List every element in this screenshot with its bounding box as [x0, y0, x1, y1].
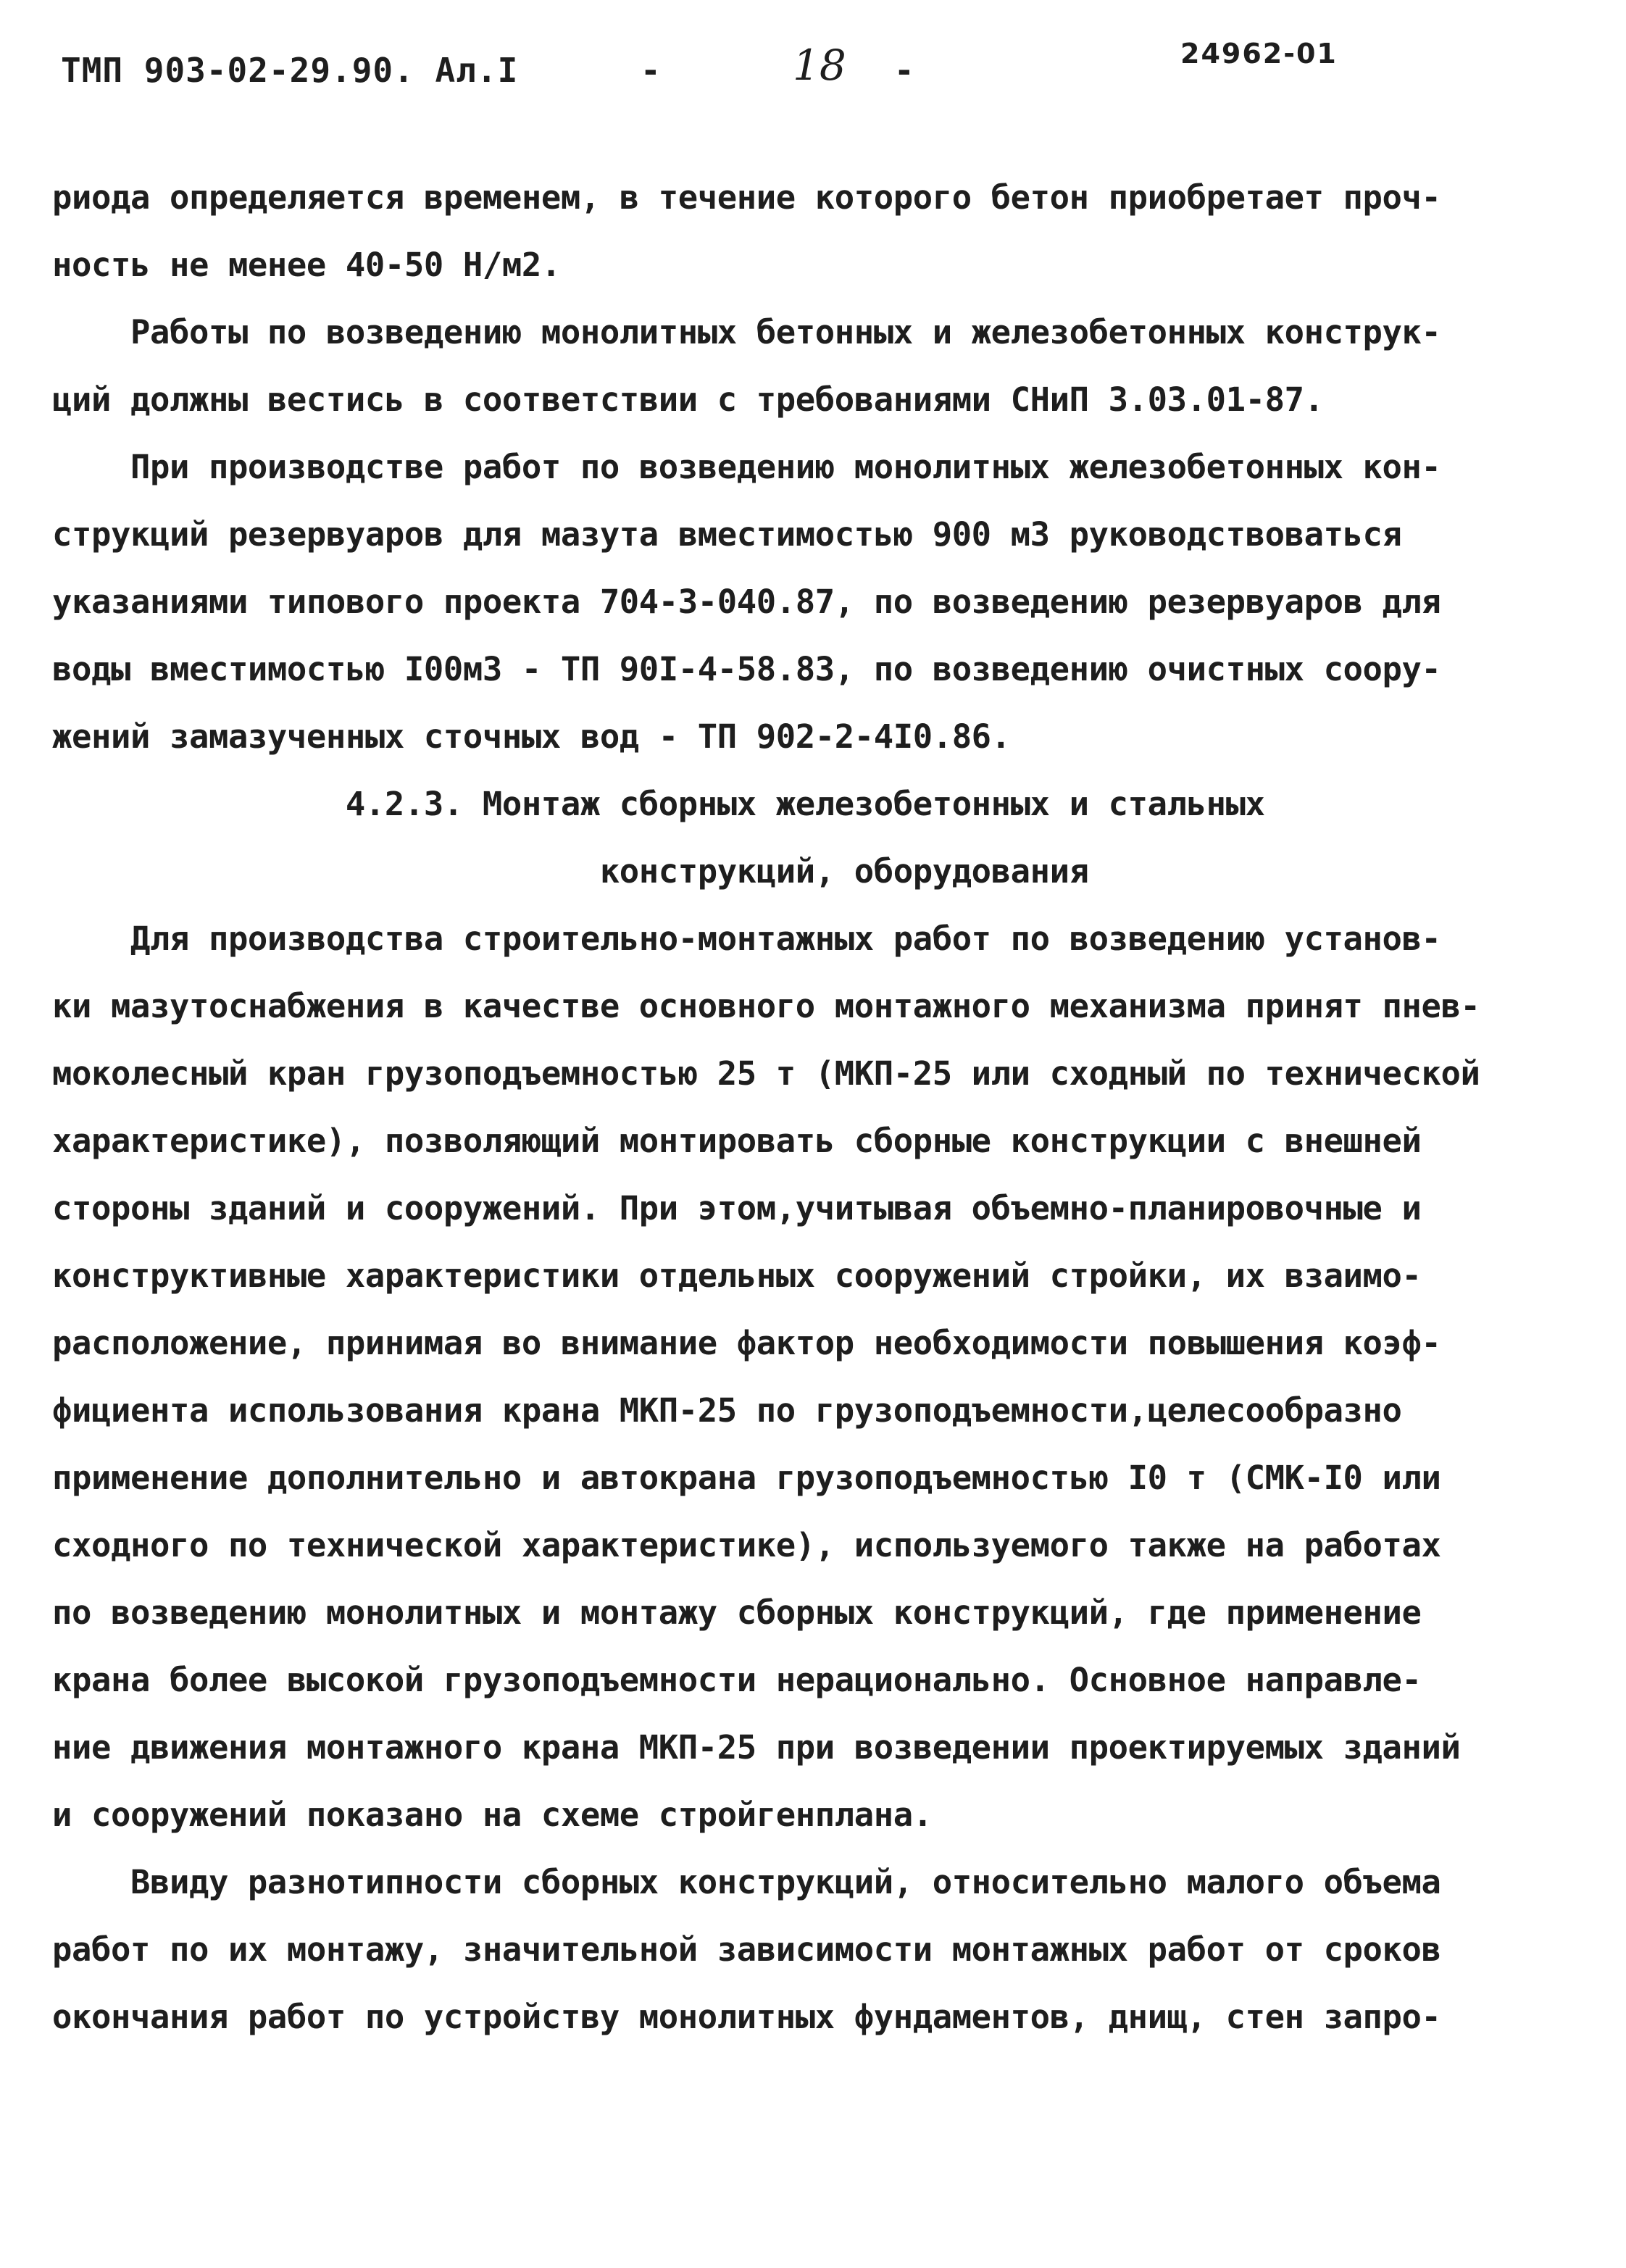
text-line: При производстве работ по возведению монолитных железобетонных кон-	[52, 448, 1441, 486]
page-number: 18	[793, 41, 846, 90]
text-line: риода определяется временем, в течение которого бетон приобретает проч-	[52, 178, 1441, 217]
paragraph-5	[52, 1848, 1574, 2051]
text-line: ки мазутоснабжения в качестве основного монтажного механизма принят пнев-	[52, 987, 1480, 1025]
archive-number: 24962-01	[1180, 38, 1338, 70]
heading-line: конструкций, оборудования	[52, 852, 1089, 891]
text-line: по возведению монолитных и монтажу сборных конструкций, где применение	[52, 1593, 1422, 1632]
text-line: указаниями типового проекта 704-3-040.87, по возведению резервуаров для	[52, 583, 1441, 621]
text-line: крана более высокой грузоподъемности нерационально. Основное направле-	[52, 1661, 1422, 1699]
page-number-dash-right: -	[894, 51, 914, 90]
page-number-dash-left: -	[641, 51, 661, 90]
text-line: жений замазученных сточных вод - ТП 902-2-4I0.86.	[52, 717, 1011, 756]
paragraph-1	[52, 164, 1574, 299]
text-line: окончания работ по устройству монолитных фундаментов, днищ, стен запро-	[52, 1998, 1441, 2036]
text-line: моколесный кран грузоподъемностью 25 т (МКП-25 или сходный по технической	[52, 1054, 1480, 1093]
paragraph-2	[52, 299, 1574, 433]
page-header	[61, 38, 1568, 96]
text-line: конструктивные характеристики отдельных сооружений стройки, их взаимо-	[52, 1256, 1422, 1295]
text-line: стороны зданий и сооружений. При этом,учитывая объемно-планировочные и	[52, 1189, 1422, 1227]
text-line: расположение, принимая во внимание фактор необходимости повышения коэф-	[52, 1324, 1441, 1362]
text-line: ние движения монтажного крана МКП-25 при возведении проектируемых зданий	[52, 1728, 1461, 1767]
text-line: струкций резервуаров для мазута вместимостью 900 м3 руководствоваться	[52, 515, 1402, 554]
paragraph-4	[52, 905, 1574, 1848]
text-line: воды вместимостью I00м3 - ТП 90I-4-58.83, по возведению очистных соору-	[52, 650, 1441, 688]
text-line: работ по их монтажу, значительной зависимости монтажных работ от сроков	[52, 1930, 1441, 1969]
document-body	[52, 164, 1574, 2051]
text-line: сходного по технической характеристике), используемого также на работах	[52, 1526, 1441, 1564]
paragraph-3	[52, 433, 1574, 770]
text-line: фициента использования крана МКП-25 по грузоподъемности,целесообразно	[52, 1391, 1402, 1430]
text-line: ность не менее 40-50 Н/м2.	[52, 246, 561, 284]
text-line: Ввиду разнотипности сборных конструкций, относительно малого объема	[52, 1863, 1441, 1901]
text-line: Для производства строительно-монтажных работ по возведению установ-	[52, 920, 1441, 958]
document-code: ТМП 903-02-29.90. Ал.I	[61, 51, 519, 90]
text-line: и сооружений показано на схеме стройгенплана.	[52, 1796, 933, 1834]
section-heading	[52, 770, 1574, 905]
text-line: характеристике), позволяющий монтировать сборные конструкции с внешней	[52, 1122, 1422, 1160]
text-line: применение дополнительно и автокрана грузоподъемностью I0 т (СМК-I0 или	[52, 1459, 1441, 1497]
heading-line: 4.2.3. Монтаж сборных железобетонных и стальных	[52, 785, 1265, 823]
text-line: ций должны вестись в соответствии с требованиями СНиП 3.03.01-87.	[52, 380, 1324, 419]
text-line: Работы по возведению монолитных бетонных и железобетонных конструк-	[52, 313, 1441, 351]
